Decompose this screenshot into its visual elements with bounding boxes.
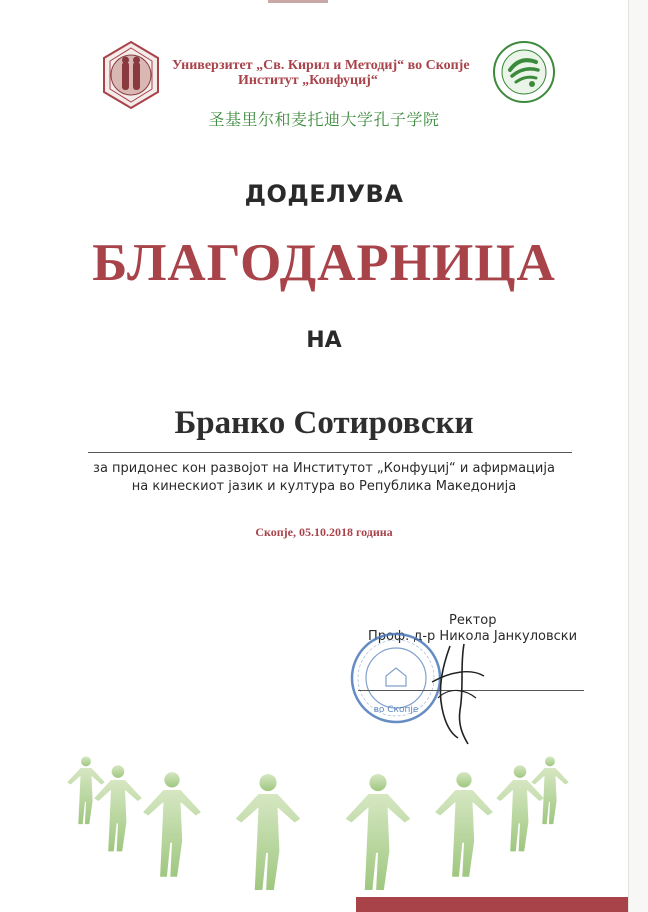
institute-name-chinese: 圣基里尔和麦托迪大学孔子学院	[208, 110, 440, 129]
signatory-title: Ректор	[449, 613, 497, 628]
signatory-name: Проф. д-р Никола Јанкуловски	[368, 629, 578, 644]
decorative-figures	[60, 720, 570, 890]
institution-name: Универзитет „Св. Кирил и Методиј“ во Скопје	[172, 58, 470, 73]
reason-line-2: на кинескиот јазик и култура во Република Македонија	[131, 479, 517, 494]
bottom-accent-band	[356, 897, 628, 912]
page-edge	[628, 0, 648, 912]
issue-date: Скопје, 05.10.2018 година	[255, 525, 393, 539]
institute-name: Институт „Конфуциј“	[238, 73, 378, 88]
award-reason	[0, 460, 648, 496]
top-decoration	[268, 0, 328, 3]
stamp-text: во Скопје	[373, 705, 419, 715]
recipient-underline	[88, 452, 572, 453]
confucius-institute-logo	[492, 40, 556, 104]
recipient-name: Бранко Сотировски	[174, 405, 474, 441]
reason-line-1: за придонес кон развојот на Институтот „Конфуциј“ и афирмација	[93, 461, 555, 476]
to-label: НА	[306, 328, 342, 353]
university-seal-logo	[100, 40, 162, 110]
awards-heading: ДОДЕЛУВА	[244, 180, 404, 208]
certificate-title: БЛАГОДАРНИЦА	[92, 234, 556, 292]
